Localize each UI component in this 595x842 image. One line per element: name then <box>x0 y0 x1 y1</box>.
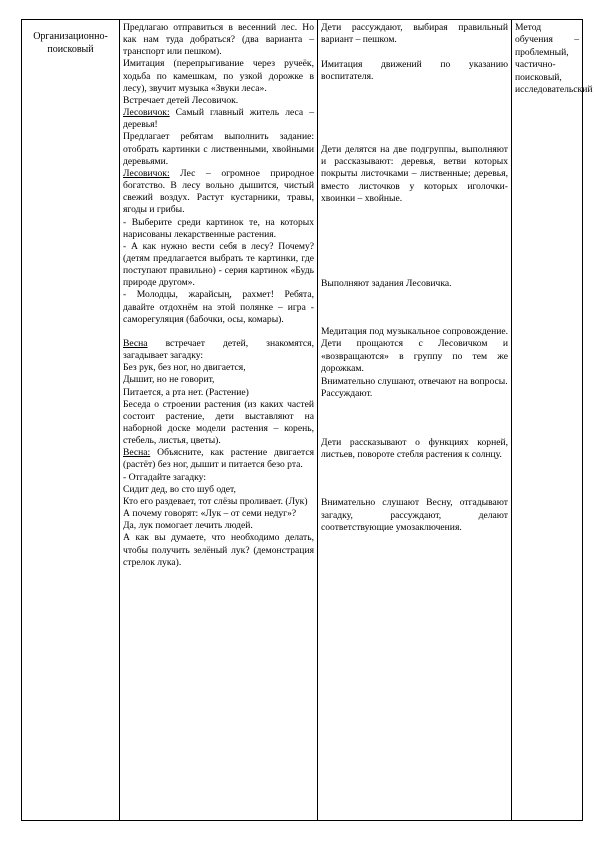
spacer <box>321 485 508 497</box>
spacer <box>321 132 508 144</box>
paragraph <box>123 107 314 131</box>
paragraph <box>321 326 508 376</box>
paragraph <box>123 22 314 58</box>
paragraph-text: Имитация движений по указанию воспитателя. <box>321 58 508 83</box>
paragraph-text: Предлагаю отправиться в весенний лес. Но как нам туда добраться? (два варианта – транспорт или пешком). <box>123 22 314 58</box>
paragraph <box>123 131 314 167</box>
speaker-name: Весна <box>123 337 148 349</box>
paragraph-text: Питается, а рта нет. (Растение) <box>123 386 249 398</box>
paragraph-text: - Выберите среди картинок те, на которых нарисованы лекарственные растения. <box>123 216 314 240</box>
paragraph <box>123 496 314 508</box>
spacer <box>321 413 508 425</box>
spacer <box>321 401 508 413</box>
children-activity-cell <box>318 20 512 821</box>
paragraph-text: Без рук, без ног, но двигается, <box>123 362 246 374</box>
spacer <box>321 314 508 326</box>
paragraph <box>123 472 314 484</box>
spacer <box>321 302 508 314</box>
paragraph-text: Беседа о строении растения (из каких частей состоит растение, дети выставляют на наборной доске модели растения – корень, стебель, листья, цветы). <box>123 398 314 447</box>
lesson-plan-table <box>21 19 593 821</box>
method-text: Метод обучения – проблемный, частично-поисковый, исследовательский <box>515 22 593 96</box>
paragraph <box>321 497 508 534</box>
speaker-name: Лесовичок: <box>123 107 170 119</box>
table-row <box>22 20 583 821</box>
paragraph-text: Предлагает ребятам выполнить задание: отобрать картинки с лиственными, хвойными деревьями. <box>123 131 314 167</box>
spacer <box>321 206 508 218</box>
paragraph-text: Рассуждают. <box>321 388 373 400</box>
spacer <box>321 96 508 108</box>
paragraph <box>123 508 314 520</box>
paragraph <box>123 362 314 374</box>
paragraph <box>321 388 508 400</box>
paragraph-text: А почему говорят: «Лук – от семи недуг»? <box>123 508 297 520</box>
paragraph <box>123 399 314 448</box>
speaker-name: Весна: <box>123 447 151 459</box>
paragraph <box>123 338 314 362</box>
paragraph <box>123 58 314 94</box>
spacer <box>321 242 508 254</box>
spacer <box>321 120 508 132</box>
spacer <box>321 473 508 485</box>
paragraph <box>123 217 314 241</box>
paragraph <box>123 95 314 107</box>
paragraph <box>123 241 314 290</box>
paragraph <box>321 278 508 290</box>
paragraph <box>123 289 314 325</box>
paragraph <box>321 59 508 84</box>
spacer <box>321 230 508 242</box>
spacer <box>321 218 508 230</box>
spacer <box>123 326 314 338</box>
paragraph-text: - Отгадайте загадку: <box>123 471 207 483</box>
paragraph-text: Кто его раздевает, тот слёзы проливает. (Лук) <box>123 495 308 507</box>
paragraph <box>321 22 508 47</box>
paragraph-text: - А как нужно вести себя в лесу? Почему? (детям предлагается выбрать те картинки, где поступают правильно) - серия картинок «Будь природе другом». <box>123 240 314 289</box>
spacer <box>321 266 508 278</box>
spacer <box>321 47 508 59</box>
paragraph-text: Дети делятся на две подгруппы, выполняют и рассказывают: деревья, ветви которых покрыты листочками – лиственные; деревья, вместо листочков у которых иголочки-хвоинки – хвойные. <box>321 143 508 205</box>
paragraph <box>123 484 314 496</box>
spacer <box>321 108 508 120</box>
spacer <box>321 290 508 302</box>
spacer <box>321 84 508 96</box>
paragraph-text: Внимательно слушают Весну, отгадывают загадку, рассуждают, делают соответствующие умозаключения. <box>321 497 508 534</box>
paragraph <box>321 144 508 206</box>
paragraph <box>123 520 314 532</box>
paragraph <box>123 374 314 386</box>
paragraph-text: Встречает детей Лесовичок. <box>123 94 239 106</box>
paragraph <box>123 532 314 568</box>
method-cell <box>512 20 593 821</box>
paragraph-text: Сидит дед, во сто шуб одет, <box>123 483 236 495</box>
spacer <box>321 425 508 437</box>
paragraph-text: встречает детей, знакомятся, загадывает загадку: <box>123 337 314 362</box>
paragraph-text: Дети рассуждают, выбирая правильный вариант – пешком. <box>321 22 508 46</box>
paragraph <box>123 447 314 471</box>
paragraph <box>123 168 314 217</box>
paragraph-text: Лес – огромное природное богатство. В лесу вольно дышится, чистый свежий воздух. Растут кустарники, травы, ягоды и грибы. <box>123 167 314 216</box>
paragraph <box>321 437 508 462</box>
paragraph-text: - Молодцы, жарайсың, рахмет! Ребята, давайте отдохнём на этой полянке – игра - саморегуляция (бабочки, осы, комары). <box>123 289 314 325</box>
paragraph-text: Медитация под музыкальное сопровождение. Дети прощаются с Лесовичком и «возвращаются» в группу по тем же дорожкам. <box>321 326 508 375</box>
paragraph-text: Выполняют задания Лесовичка. <box>321 277 452 289</box>
spacer <box>321 461 508 473</box>
paragraph-text: Объясните, как растение двигается (растёт) без ног, дышит и питается безо рта. <box>123 447 314 471</box>
lesson-plan-page <box>21 19 593 821</box>
teacher-activity-cell <box>120 20 318 821</box>
paragraph-text: Дышит, но не говорит, <box>123 374 215 386</box>
paragraph-text: Да, лук помогает лечить людей. <box>123 520 253 532</box>
paragraph-text: Самый главный житель леса – деревья! <box>123 107 314 131</box>
speaker-name: Лесовичок: <box>123 167 170 179</box>
spacer <box>321 254 508 266</box>
stage-cell <box>22 20 120 821</box>
paragraph-text: Имитация (перепрыгивание через ручеёк, ходьба по камешкам, по узкой дорожке в лесу), звучит музыка «Звуки леса». <box>123 58 314 94</box>
paragraph <box>123 387 314 399</box>
paragraph-text: А как вы думаете, что необходимо делать, чтобы получить зелёный лук? (демонстрация стрелок лука). <box>123 532 314 568</box>
paragraph-text: Дети рассказывают о функциях корней, листьев, повороте стебля растения к солнцу. <box>321 436 508 460</box>
paragraph <box>321 376 508 388</box>
paragraph-text: Внимательно слушают, отвечают на вопросы. <box>321 375 508 387</box>
stage-name: Организационно-поисковый <box>33 31 108 55</box>
